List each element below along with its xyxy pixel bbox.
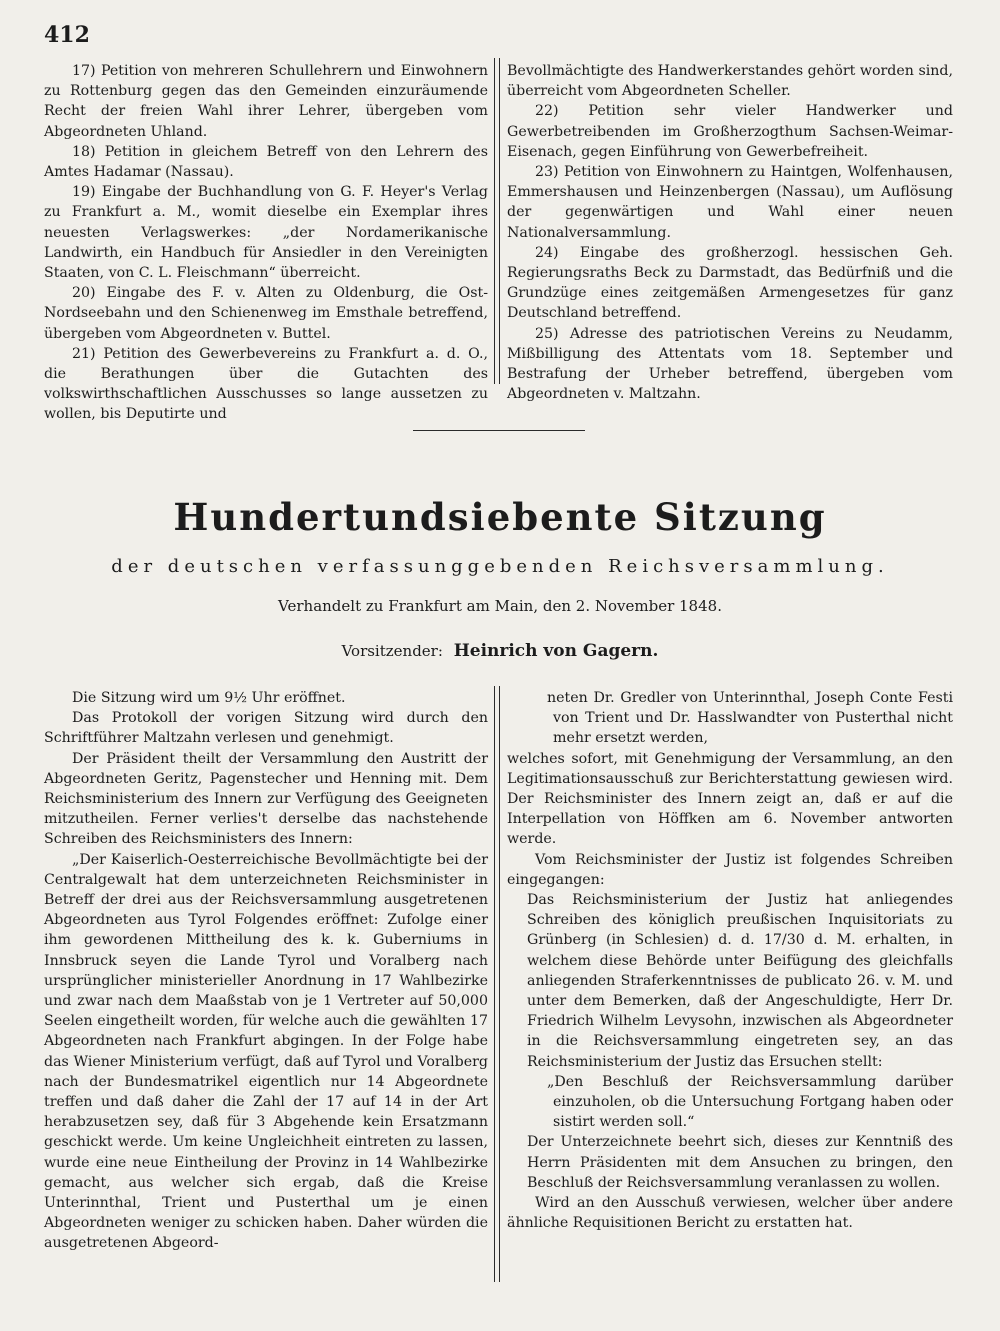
justice-request-quote: „Den Beschluß der Reichsversammlung darüber einzuholen, ob die Untersuchung Fortgang haben oder sistirt werden soll.“: [547, 1073, 953, 1131]
minister-letter: „Der Kaiserlich-Oesterreichische Bevollmächtigte bei der Centralgewalt hat dem unterzeichneten Reichsminister in Betreff der drei aus der Reichsversammlung ausgetretenen Abgeordneten aus Tyrol Folgendes eröffnet: Zufolge einer ihm gewordenen Mittheilung des k. k. Guberniums in Innsbruck seyen die Lande Tyrol und Voralberg nach ursprünglicher ministerieller Anordnung in 17 Wahlbezirke und zwar nach dem Maaßstab von je 1 Vertreter auf 50,000 Seelen eingetheilt worden, für welche auch die gewählten 17 Abgeordneten nach Frankfurt abgingen. In der Folge habe das Wiener Ministerium verfügt, daß auf Tyrol und Voralberg nach der Bundesmatrikel eigentlich nur 14 Abgeordnete treffen und daß daher die Zahl der 17 auf 14 in der Art herabzusetzen sey, daß für 3 Abgehende kein Ersatzmann geschickt werde. Um keine Ungleichheit eintreten zu lassen, wurde eine neue Eintheilung der Provinz in 14 Wahlbezirke gemacht, aus welcher sich ergab, daß die Kreise Unterinnthal, Trient und Pusterthal um je einen Abgeordneten weniger zu schicken haben. Daher würden die ausgetretenen Abgeord-: [44, 851, 488, 1252]
justice-closing: Der Unterzeichnete beehrt sich, dieses zur Kenntniß des Herrn Präsidenten mit dem Ansuchen zu bringen, den Beschluß der Reichsversammlung veranlassen zu wollen.: [527, 1134, 953, 1191]
section-divider: [413, 430, 585, 431]
session-date: Verhandelt zu Frankfurt am Main, den 2. November 1848.: [278, 597, 722, 615]
legitimation-referral: welches sofort, mit Genehmigung der Versammlung, an den Legitimationsausschuß zur Berichterstattung gewiesen wird. Der Reichsminister des Innern zeigt an, daß er auf die Interpellation von Höffken am 6. November antworten werde.: [507, 750, 953, 848]
chair-label: Vorsitzender:: [341, 642, 443, 660]
petition-20: 20) Eingabe des F. v. Alten zu Oldenburg, die Ost-Nordseebahn und den Schienenweg im Emsthale betreffend, übergeben vom Abgeordneten v. Buttel.: [44, 285, 488, 342]
page-number: 412: [44, 22, 90, 48]
minister-letter-cont: neten Dr. Gredler von Unterinnthal, Joseph Conte Festi von Trient und Dr. Hasslwandter von Pusterthal nicht mehr ersetzt werden,: [547, 690, 953, 747]
top-right-column: [507, 61, 953, 404]
justice-letter: Das Reichsministerium der Justiz hat anliegendes Schreiben des königlich preußischen Inquisitoriats zu Grünberg (in Schlesien) d. d. 17/30 d. M. erhalten, in welchem diese Behörde unter Beifügung des gleichfalls anliegenden Straferkenntnisses de publicato 26. v. M. und unter dem Bemerken, daß der Angeschuldigte, Herr Dr. Friedrich Wilhelm Levysohn, inzwischen als Abgeordneter in die Reichsversammlung eingetreten sey, an das Reichsministerium der Justiz das Ersuchen stellt:: [527, 892, 953, 1070]
petition-23: 23) Petition von Einwohnern zu Haintgen, Wolfenhausen, Emmershausen und Heinzenbergen (Nassau), um Auflösung der gegenwärtigen und Wahl einer neuen Nationalversammlung.: [507, 164, 953, 241]
petition-24: 24) Eingabe des großherzogl. hessischen Geh. Regierungsraths Beck zu Darmstadt, das Bedürfniß und die Grundzüge eines zeitgemäßen Armengesetzes für ganz Deutschland betreffend.: [507, 244, 953, 322]
top-left-column: [44, 61, 488, 425]
committee-referral: Wird an den Ausschuß verwiesen, welcher über andere ähnliche Requisitionen Bericht zu erstatten hat.: [507, 1195, 953, 1232]
protocol-approval: Das Protokoll der vorigen Sitzung wird durch den Schriftführer Maltzahn verlesen und genehmigt.: [44, 710, 488, 747]
bottom-right-column: [507, 688, 953, 1233]
bottom-left-column: [44, 688, 488, 1254]
petition-19: 19) Eingabe der Buchhandlung von G. F. Heyer's Verlag zu Frankfurt a. M., womit dieselbe ein Exemplar ihres neuesten Verlagswerkes: „der Nordamerikanische Landwirth, ein Handbuch für Ansiedler in den Vereinigten Staaten, von C. L. Fleischmann“ überreicht.: [44, 184, 488, 282]
session-title: Hundertundsiebente Sitzung: [173, 495, 827, 539]
session-subtitle: der deutschen verfassunggebenden Reichsversammlung.: [111, 556, 889, 577]
petition-25: 25) Adresse des patriotischen Vereins zu Neudamm, Mißbilligung des Attentats vom 18. September und Bestrafung der Urheber betreffend, übergeben vom Abgeordneten v. Maltzahn.: [507, 325, 953, 403]
session-chair: [0, 641, 1000, 661]
petition-17: 17) Petition von mehreren Schullehrern und Einwohnern zu Rottenburg gegen das den Gemeinden einzuräumende Recht der freien Wahl ihrer Lehrer, übergeben vom Abgeordneten Uhland.: [44, 63, 488, 140]
petition-21-cont: Bevollmächtigte des Handwerkerstandes gehört worden sind, überreicht vom Abgeordneten Scheller.: [507, 63, 953, 100]
top-column-divider: [494, 58, 500, 384]
chair-name: Heinrich von Gagern.: [453, 641, 659, 661]
petition-18: 18) Petition in gleichem Betreff von den Lehrern des Amtes Hadamar (Nassau).: [44, 143, 488, 181]
session-opening: Die Sitzung wird um 9½ Uhr eröffnet.: [72, 690, 346, 706]
petition-21: 21) Petition des Gewerbevereins zu Frankfurt a. d. O., die Berathungen über die Gutachten des volkswirthschaftlichen Ausschusses so lange aussetzen zu wollen, bis Deputirte und: [44, 345, 488, 423]
petition-22: 22) Petition sehr vieler Handwerker und Gewerbetreibenden im Großherzogthum Sachsen-Weimar-Eisenach, gegen Einführung von Gewerbefreiheit.: [507, 103, 953, 160]
bottom-column-divider: [494, 686, 500, 1282]
justice-intro: Vom Reichsminister der Justiz ist folgendes Schreiben eingegangen:: [507, 851, 953, 888]
president-announcement: Der Präsident theilt der Versammlung den Austritt der Abgeordneten Geritz, Pagenstecher und Henning mit. Dem Reichsministerium des Innern zur Verfügung des Geeigneten mitzutheilen. Ferner verlies't derselbe das nachstehende Schreiben des Reichsministers des Innern:: [44, 750, 488, 848]
